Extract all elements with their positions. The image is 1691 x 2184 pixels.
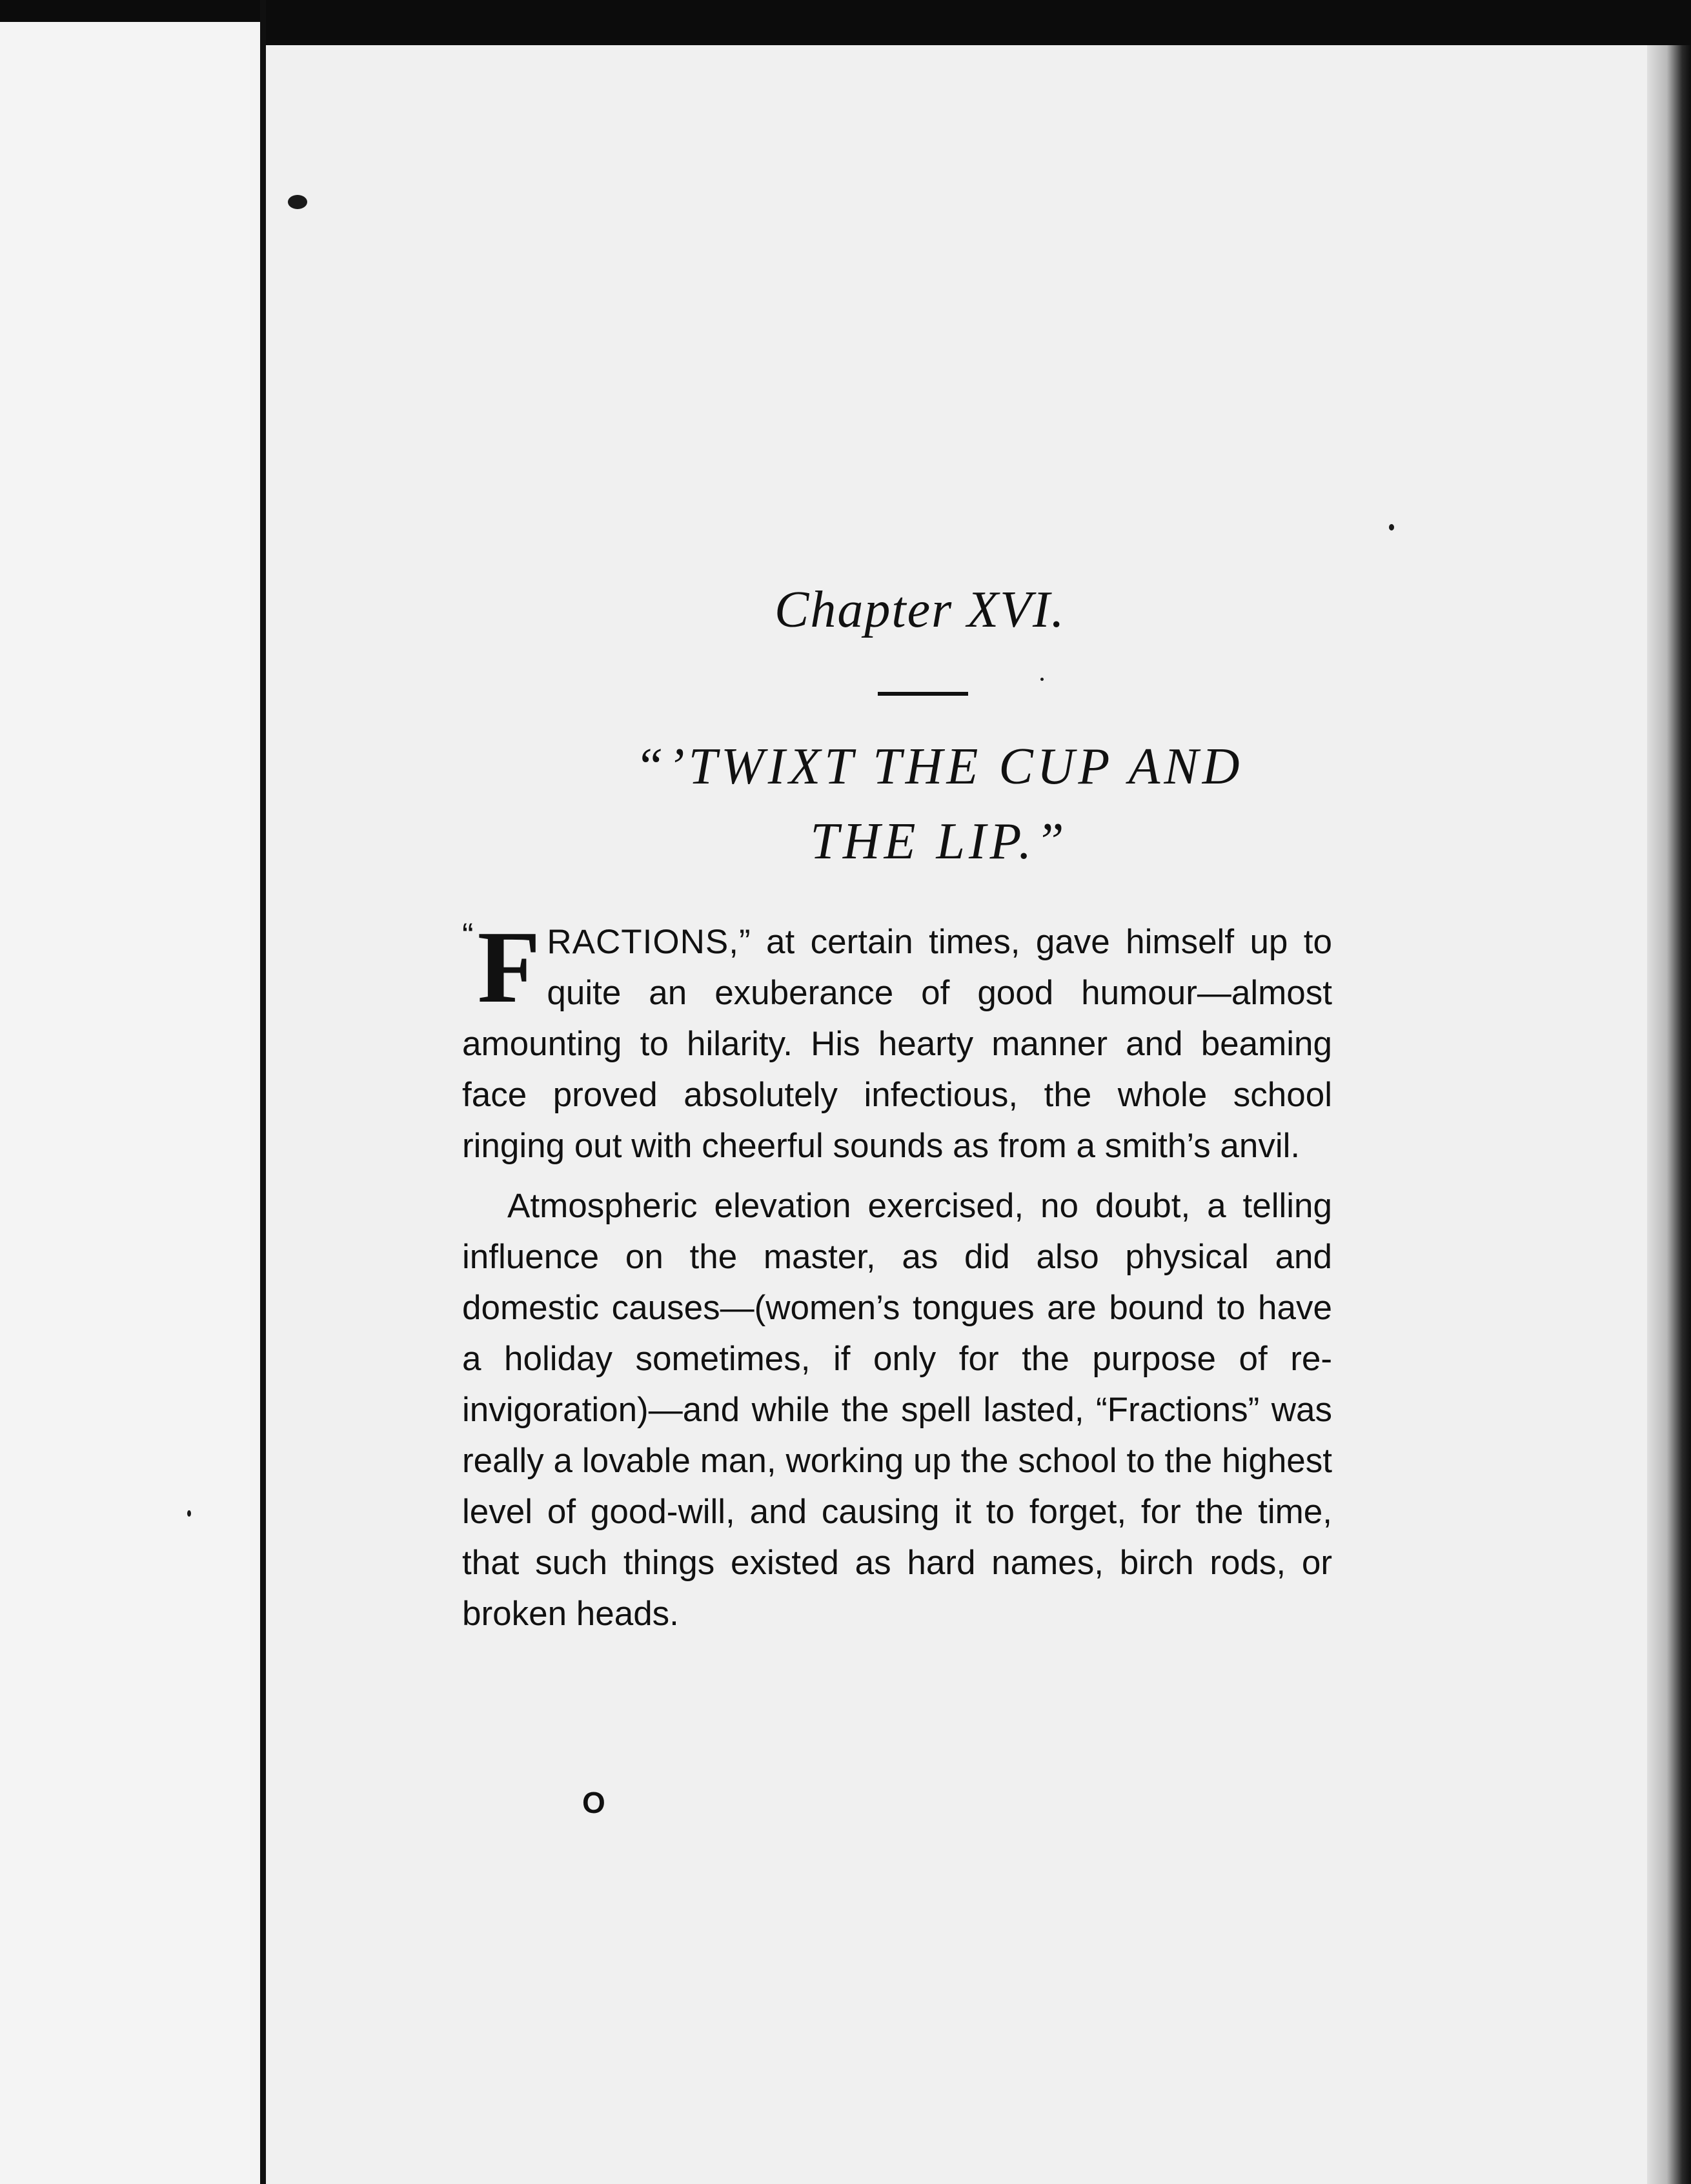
opening-quote: “ [462,916,474,955]
ink-speck [1389,524,1394,531]
signature-mark: O [582,1786,605,1819]
paragraph-1-lead: RACTIONS, [547,923,739,961]
chapter-title [568,729,1310,879]
page-top-shadow [266,22,1691,45]
paragraph-1 [462,909,1332,1171]
chapter-body [462,909,1332,1639]
drop-cap-letter: F [477,909,541,1024]
chapter-number: Chapter XVI. [775,581,1066,638]
ink-speck [288,195,307,209]
paragraph-2: Atmospheric elevation exercised, no doubt, a telling influence on the master, as did also physical and domestic causes—(women’s tongues are bound to have a holiday sometimes, if only for the purpose of re-invigoration)—and while the spell lasted, “Fractions” was really a lovable man, working up the school to the highest level of good-will, and causing it to forget, for the time, that such things existed as hard names, birch rods, or broken heads. [462,1187,1332,1633]
chapter-title-line-1: “’TWIXT THE CUP AND [634,738,1244,795]
ink-speck [187,1510,191,1517]
page-right-edge [1647,45,1691,2184]
book-gutter-line [260,0,266,2184]
facing-page-edge [0,22,261,2184]
chapter-title-line-2: THE LIP.” [810,813,1068,870]
ink-speck [1040,678,1044,681]
paragraph-1-text: ” at certain times, gave himself up to quite an exuberance of good humour—almost amounting to hilarity. His hearty manner and beaming face proved absolutely infectious, the whole school ringing out with cheerful sounds as from a smith’s anvil. [462,923,1332,1165]
scan-top-border [0,0,1691,22]
heading-divider [878,692,968,696]
